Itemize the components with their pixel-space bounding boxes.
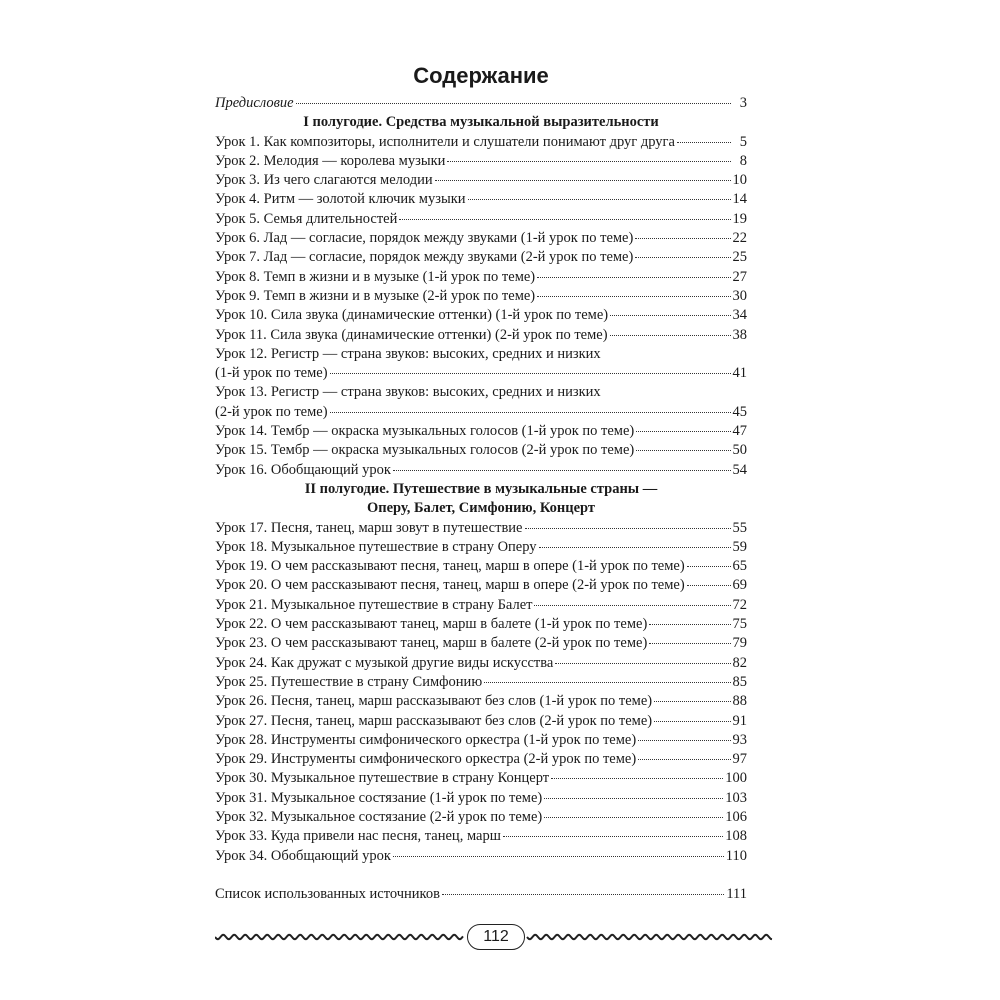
toc-entry-page: 54 [732, 461, 747, 478]
toc-entry[interactable] [215, 789, 747, 808]
leader-dots [544, 816, 723, 818]
toc-entry[interactable] [215, 615, 747, 634]
toc-entry-page: 8 [739, 152, 747, 169]
toc-entry-label: Урок 27. Песня, танец, марш рассказывают без слов (2-й урок по теме) [215, 712, 653, 729]
toc-entry-label: Урок 5. Семья длительностей [215, 210, 398, 227]
toc-entry-label: Урок 8. Темп в жизни и в музыке (1-й урок по теме) [215, 268, 536, 285]
toc-entry-label: Урок 20. О чем рассказывают песня, танец, марш в опере (2-й урок по теме) [215, 577, 685, 594]
leader-dots [399, 218, 730, 220]
toc-entry[interactable] [215, 422, 747, 441]
leader-dots [610, 314, 730, 316]
leader-dots [503, 835, 723, 837]
toc-entry[interactable] [215, 190, 747, 209]
spacer [215, 866, 747, 885]
leader-dots [296, 102, 731, 104]
toc-entry[interactable] [215, 326, 747, 345]
toc-entry-page: 108 [725, 828, 747, 845]
toc-entry[interactable] [215, 808, 747, 827]
toc-entry-line2 [215, 364, 747, 383]
toc-entry[interactable] [215, 576, 747, 595]
toc-entry[interactable] [215, 152, 747, 171]
toc-entry[interactable] [215, 441, 747, 460]
toc-entry[interactable] [215, 692, 747, 711]
toc-entry-label: Предисловие [215, 95, 294, 111]
toc-entry-lesson-13[interactable] [215, 383, 747, 422]
leader-dots [687, 565, 731, 567]
toc-entry-page: 75 [732, 616, 747, 633]
toc-entry[interactable] [215, 712, 747, 731]
table-of-contents-page [215, 58, 747, 904]
toc-entry[interactable] [215, 461, 747, 480]
toc-entry[interactable] [215, 210, 747, 229]
leader-dots [537, 295, 730, 297]
leader-dots [654, 700, 730, 702]
toc-entry-page: 111 [726, 885, 747, 902]
page-footer [215, 922, 775, 952]
toc-entry-label-line1: Урок 12. Регистр — страна звуков: высоких, средних и низких [215, 345, 601, 362]
toc-entry[interactable] [215, 268, 747, 287]
leader-dots [636, 449, 730, 451]
leader-dots [649, 642, 730, 644]
leader-dots [636, 430, 730, 432]
toc-entry-page: 3 [739, 95, 747, 111]
toc-entry-page: 10 [732, 172, 747, 189]
toc-entry-label: Урок 25. Путешествие в страну Симфонию [215, 673, 483, 690]
toc-entry[interactable] [215, 673, 747, 692]
toc-entry-page: 79 [732, 635, 747, 652]
leader-dots [654, 720, 730, 722]
toc-entry-label: Урок 23. О чем рассказывают танец, марш в балете (2-й урок по теме) [215, 635, 648, 652]
toc-entry-page: 55 [732, 519, 747, 536]
toc-entry-label: Урок 18. Музыкальное путешествие в страну Оперу [215, 538, 537, 555]
section-heading-1: I полугодие. Средства музыкальной выразительности [303, 114, 659, 131]
toc-entry-label: Урок 14. Тембр — окраска музыкальных голосов (1-й урок по теме) [215, 423, 635, 440]
toc-entry-page: 22 [732, 230, 747, 247]
toc-list-section-1b [215, 422, 747, 480]
leader-dots [525, 527, 731, 529]
toc-list-section-2 [215, 519, 747, 866]
leader-dots [330, 372, 731, 374]
leader-dots [638, 758, 730, 760]
toc-entry[interactable] [215, 731, 747, 750]
leader-dots [638, 739, 730, 741]
toc-entry[interactable] [215, 248, 747, 267]
toc-entry-lesson-12[interactable] [215, 345, 747, 384]
toc-entry-page: 103 [725, 789, 747, 806]
toc-entry-label-line2: (1-й урок по теме) [215, 365, 328, 382]
leader-dots [635, 237, 730, 239]
leader-dots [635, 256, 730, 258]
toc-entry-label: Урок 32. Музыкальное состязание (2-й урок по теме) [215, 808, 543, 825]
toc-entry-page: 82 [732, 654, 747, 671]
section-heading-2-line1: II полугодие. Путешествие в музыкальные страны — [304, 480, 658, 497]
toc-entry-page: 93 [732, 731, 747, 748]
toc-entry-label: Урок 34. Обобщающий урок [215, 847, 391, 864]
toc-entry-page: 47 [732, 423, 747, 440]
toc-entry-page: 34 [732, 307, 747, 324]
toc-entry-page: 65 [732, 558, 747, 575]
leader-dots [610, 334, 731, 336]
toc-entry-page: 91 [732, 712, 747, 729]
toc-entry[interactable] [215, 750, 747, 769]
toc-entry-label: Урок 17. Песня, танец, марш зовут в путешествие [215, 519, 523, 536]
toc-entry-label-line1: Урок 13. Регистр — страна звуков: высоких, средних и низких [215, 384, 601, 401]
toc-entry[interactable] [215, 133, 747, 152]
page-number-badge: 112 [467, 924, 525, 950]
toc-entry-page: 19 [732, 210, 747, 227]
toc-entry[interactable] [215, 229, 747, 248]
toc-entry-page: 88 [732, 693, 747, 710]
toc-entry-preface[interactable] [215, 94, 747, 113]
toc-entry-label: Урок 4. Ритм — золотой ключик музыки [215, 191, 466, 208]
toc-entry[interactable] [215, 519, 747, 538]
leader-dots [393, 469, 731, 471]
toc-entry-label: Урок 31. Музыкальное состязание (1-й урок по теме) [215, 789, 543, 806]
toc-entry-label: Урок 29. Инструменты симфонического оркестра (2-й урок по теме) [215, 751, 637, 768]
toc-entry-page: 38 [732, 326, 747, 343]
toc-entry-page: 30 [732, 287, 747, 304]
toc-entry-label: Урок 19. О чем рассказывают песня, танец, марш в опере (1-й урок по теме) [215, 558, 685, 575]
toc-entry-page: 14 [732, 191, 747, 208]
toc-list-section-1 [215, 133, 747, 345]
toc-entry-sources[interactable] [215, 885, 747, 904]
toc-entry-page: 100 [725, 770, 747, 787]
leader-dots [539, 546, 731, 548]
toc-entry[interactable] [215, 287, 747, 306]
toc-entry[interactable] [215, 654, 747, 673]
toc-entry-page: 27 [732, 268, 747, 285]
leader-dots [330, 411, 731, 413]
toc-entry-label: Урок 28. Инструменты симфонического оркестра (1-й урок по теме) [215, 731, 637, 748]
toc-entry-label: Урок 2. Мелодия — королева музыки [215, 152, 446, 169]
toc-entry[interactable] [215, 847, 747, 866]
leader-dots [544, 797, 723, 799]
toc-entry-label: Список использованных источников [215, 885, 440, 902]
toc-entry-label: Урок 16. Обобщающий урок [215, 461, 391, 478]
toc-entry[interactable] [215, 634, 747, 653]
page-title: Содержание [413, 63, 549, 88]
leader-dots [551, 777, 723, 779]
leader-dots [435, 179, 731, 181]
leader-dots [537, 276, 730, 278]
toc-entry-page: 59 [732, 538, 747, 555]
toc-entry-label: Урок 11. Сила звука (динамические оттенки) (2-й урок по теме) [215, 326, 608, 343]
leader-dots [649, 623, 730, 625]
toc-entry-line2 [215, 403, 747, 422]
leader-dots [468, 198, 731, 200]
toc-entry-page: 106 [725, 808, 747, 825]
toc-entry-page: 45 [732, 403, 747, 420]
toc-entry-label: Урок 21. Музыкальное путешествие в страну Балет [215, 596, 533, 613]
leader-dots [484, 681, 730, 683]
leader-dots [555, 662, 730, 664]
leader-dots [442, 893, 724, 895]
toc-entry[interactable] [215, 827, 747, 846]
section-heading-2-line2: Оперу, Балет, Симфонию, Концерт [366, 500, 595, 517]
toc-entry-page: 69 [732, 577, 747, 594]
toc-entry[interactable] [215, 306, 747, 325]
toc-entry-page: 110 [725, 847, 747, 864]
toc-entry-label: Урок 7. Лад — согласие, порядок между звуками (2-й урок по теме) [215, 249, 634, 266]
toc-entry-label: Урок 6. Лад — согласие, порядок между звуками (1-й урок по теме) [215, 230, 634, 247]
leader-dots [534, 604, 730, 606]
toc-entry-label: Урок 24. Как дружат с музыкой другие виды искусства [215, 654, 554, 671]
toc-entry-label: Урок 30. Музыкальное путешествие в страну Концерт [215, 770, 550, 787]
toc-entry[interactable] [215, 171, 747, 190]
toc-entry-label: Урок 10. Сила звука (динамические оттенки) (1-й урок по теме) [215, 307, 609, 324]
leader-dots [447, 160, 731, 162]
leader-dots [677, 141, 731, 143]
toc-entry[interactable] [215, 769, 747, 788]
toc-entry-label: Урок 22. О чем рассказывают танец, марш в балете (1-й урок по теме) [215, 616, 648, 633]
toc-entry-page: 5 [739, 133, 747, 150]
leader-dots [687, 584, 731, 586]
toc-entry[interactable] [215, 538, 747, 557]
leader-dots [393, 855, 724, 857]
toc-entry-label: Урок 26. Песня, танец, марш рассказывают без слов (1-й урок по теме) [215, 693, 653, 710]
toc-entry[interactable] [215, 557, 747, 576]
toc-entry-label-line2: (2-й урок по теме) [215, 403, 328, 420]
toc-entry-label: Урок 9. Темп в жизни и в музыке (2-й урок по теме) [215, 287, 536, 304]
toc-entry-label: Урок 3. Из чего слагаются мелодии [215, 172, 433, 189]
toc-entry-page: 72 [732, 596, 747, 613]
toc-entry-label: Урок 1. Как композиторы, исполнители и слушатели понимают друг друга [215, 133, 675, 150]
toc-entry-page: 25 [732, 249, 747, 266]
toc-entry[interactable] [215, 596, 747, 615]
toc-entry-label: Урок 15. Тембр — окраска музыкальных голосов (2-й урок по теме) [215, 442, 635, 459]
toc-entry-label: Урок 33. Куда привели нас песня, танец, марш [215, 828, 501, 845]
toc-entry-page: 85 [732, 673, 747, 690]
toc-entry-page: 50 [732, 442, 747, 459]
toc-entry-page: 97 [732, 751, 747, 768]
toc-entry-page: 41 [732, 365, 747, 382]
